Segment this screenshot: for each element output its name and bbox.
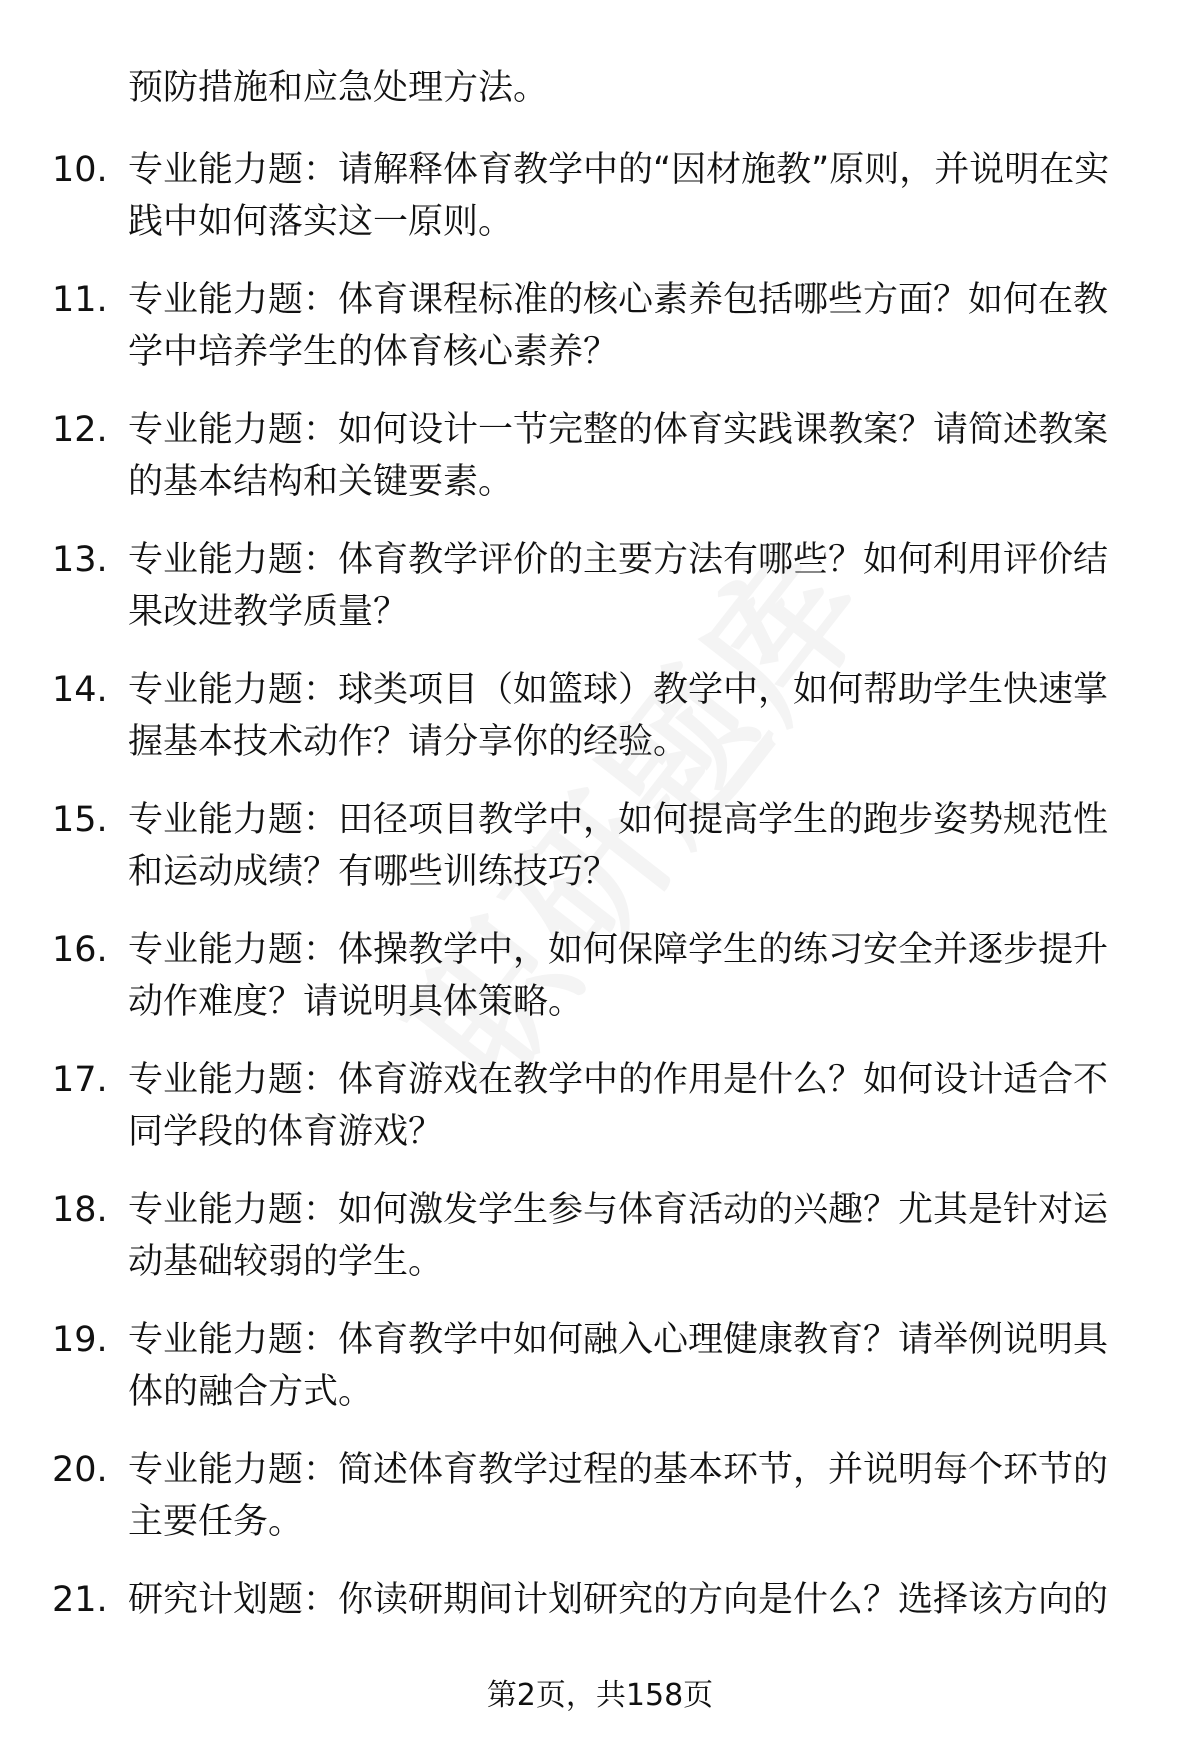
item-number: 18.: [52, 1190, 108, 1230]
item-number: 12.: [52, 410, 108, 450]
item-text: 研究计划题：你读研期间计划研究的方向是什么？选择该方向的: [128, 1580, 1109, 1620]
item-text: 专业能力题：球类项目（如篮球）教学中，如何帮助学生快速掌握基本技术动作？请分享你的经验。: [128, 670, 1109, 762]
item-text: 专业能力题：田径项目教学中，如何提高学生的跑步姿势规范性和运动成绩？有哪些训练技巧？: [128, 800, 1109, 892]
item-number: 19.: [52, 1320, 108, 1360]
list-item: [0, 656, 1200, 786]
item-number: 20.: [52, 1450, 108, 1490]
list-item: [0, 136, 1200, 266]
item-text: 专业能力题：体操教学中，如何保障学生的练习安全并逐步提升动作难度？请说明具体策略。: [128, 930, 1109, 1022]
item-number: 10.: [52, 150, 108, 190]
item-number: 11.: [52, 280, 108, 320]
list-item: [0, 916, 1200, 1046]
list-item: [0, 1176, 1200, 1306]
item-text: 专业能力题：简述体育教学过程的基本环节，并说明每个环节的主要任务。: [128, 1450, 1109, 1542]
item-text: 专业能力题：请解释体育教学中的“因材施教”原则，并说明在实践中如何落实这一原则。: [128, 150, 1110, 242]
list-item: [0, 1306, 1200, 1436]
item-text: 专业能力题：体育游戏在教学中的作用是什么？如何设计适合不同学段的体育游戏？: [128, 1060, 1109, 1152]
list-item: [0, 266, 1200, 396]
item-text: 专业能力题：如何设计一节完整的体育实践课教案？请简述教案的基本结构和关键要素。: [128, 410, 1109, 502]
list-item: [0, 1046, 1200, 1176]
item-number: 13.: [52, 540, 108, 580]
item-text: 专业能力题：如何激发学生参与体育活动的兴趣？尤其是针对运动基础较弱的学生。: [128, 1190, 1109, 1282]
item-text: 专业能力题：体育教学评价的主要方法有哪些？如何利用评价结果改进教学质量？: [128, 540, 1109, 632]
item-number: 15.: [52, 800, 108, 840]
list-item: [0, 526, 1200, 656]
item-number: 14.: [52, 670, 108, 710]
item-number: 17.: [52, 1060, 108, 1100]
list-item: [0, 1436, 1200, 1566]
item-number: 21.: [52, 1580, 108, 1620]
item-text: 专业能力题：体育课程标准的核心素养包括哪些方面？如何在教学中培养学生的体育核心素养？: [128, 280, 1109, 372]
list-item: [0, 396, 1200, 526]
item-text: 专业能力题：体育教学中如何融入心理健康教育？请举例说明具体的融合方式。: [128, 1320, 1109, 1412]
continued-paragraph: 预防措施和应急处理方法。: [128, 68, 549, 108]
list-item: [0, 1566, 1200, 1626]
item-number: 16.: [52, 930, 108, 970]
question-list: [0, 136, 1200, 1626]
page-footer: 第2页，共158页: [486, 1678, 714, 1713]
list-item: [0, 786, 1200, 916]
